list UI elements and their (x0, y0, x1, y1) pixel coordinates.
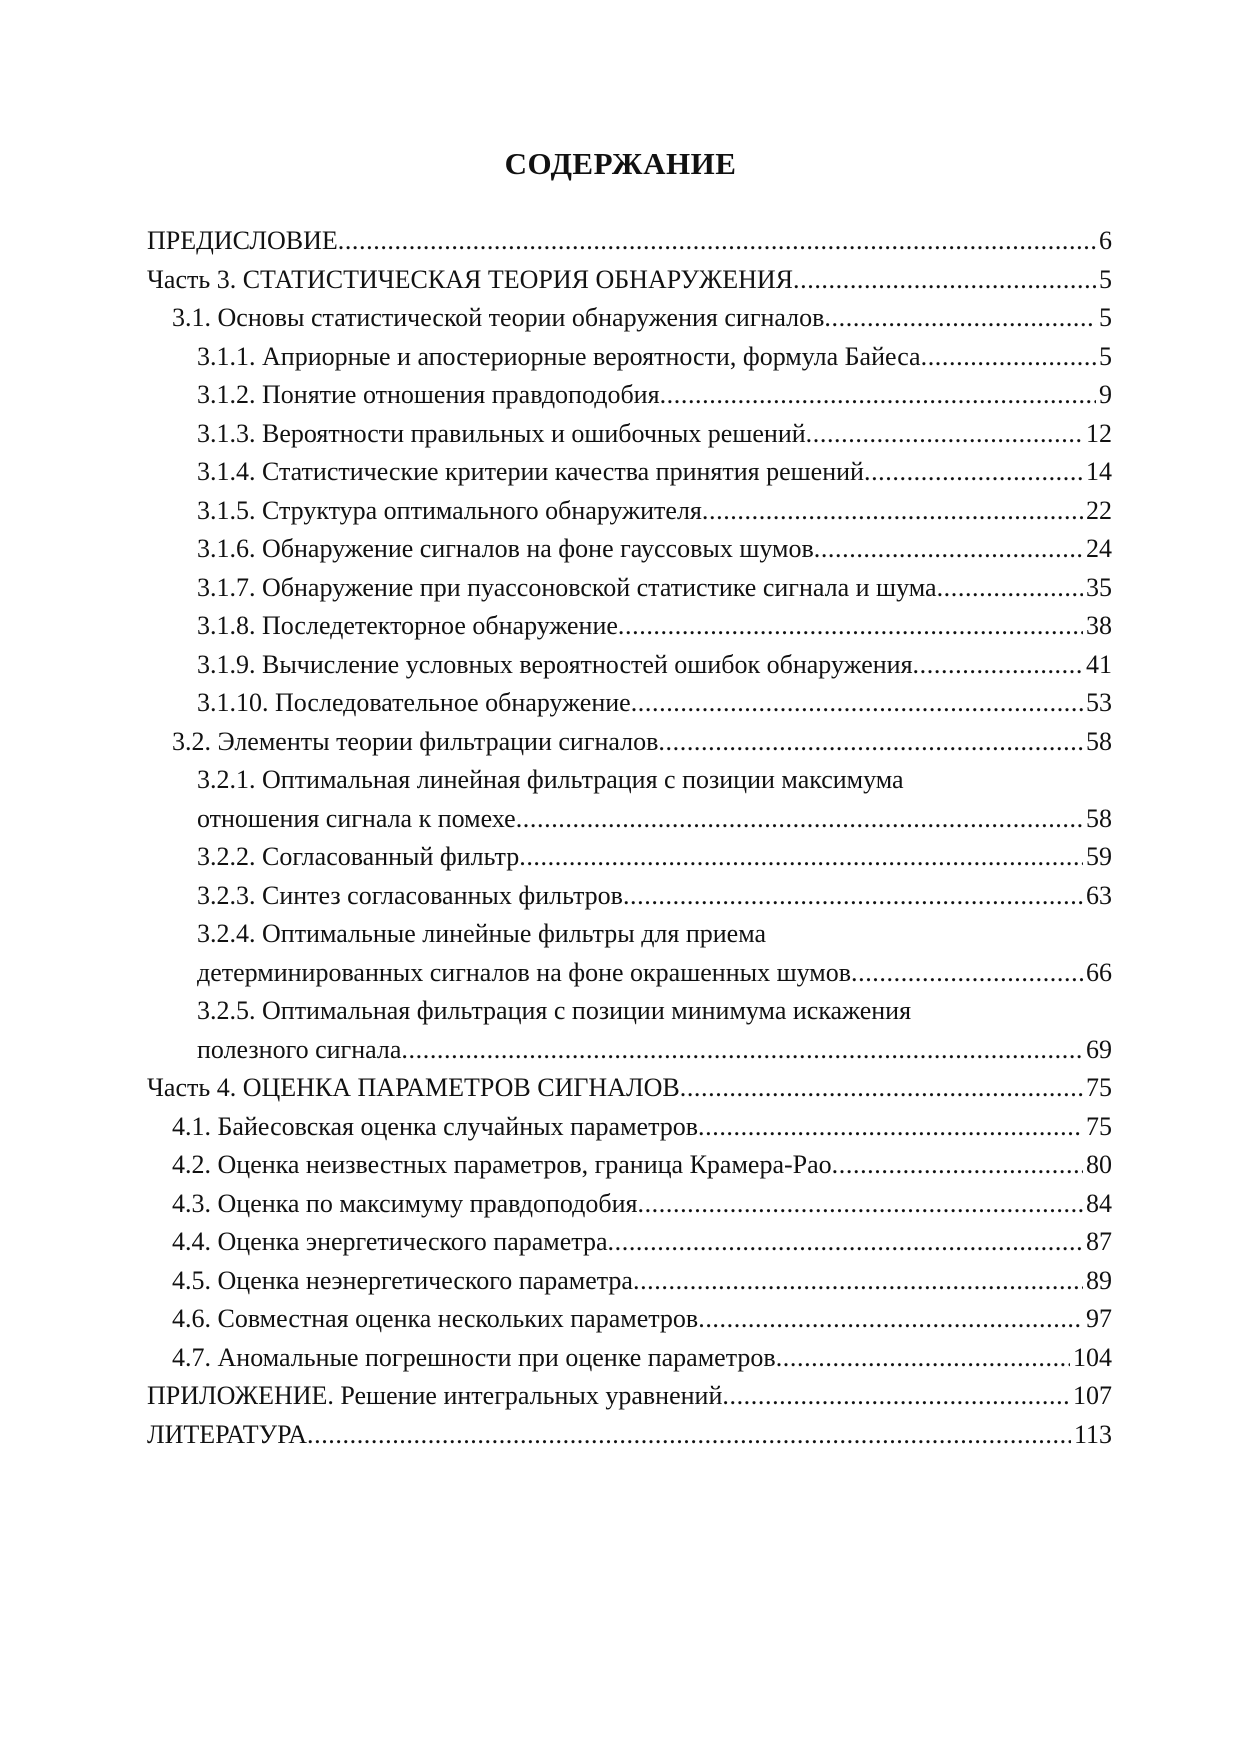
toc-entry-label: 3.1.5. Структура оптимального обнаружителя (197, 495, 702, 525)
toc-entry-label: 4.4. Оценка энергетического параметра (172, 1227, 608, 1256)
toc-page-number: 53 (1086, 688, 1112, 717)
toc-entry-row (197, 954, 1112, 993)
toc-entry-label: 4.6. Совместная оценка нескольких параметров (172, 1304, 699, 1333)
toc-entry-label: детерминированных сигналов на фоне окрашенных шумов (197, 957, 851, 987)
toc-entry[interactable] (0, 1377, 1241, 1416)
toc-entry-row (172, 1300, 1112, 1339)
dot-leader (658, 723, 1083, 762)
toc-entry-label: Часть 3. СТАТИСТИЧЕСКАЯ ТЕОРИЯ ОБНАРУЖЕНИЯ (147, 264, 794, 294)
toc-entry-label: ПРЕДИСЛОВИЕ (147, 226, 338, 255)
toc-entry-label: 3.1. Основы статистической теории обнаружения сигналов (172, 303, 825, 332)
toc-entry[interactable] (0, 723, 1241, 762)
toc-page-number: 6 (1099, 226, 1112, 255)
toc-entry[interactable] (0, 1416, 1241, 1455)
toc-entry[interactable] (0, 877, 1241, 916)
toc-entry-row (197, 646, 1112, 685)
toc-entry[interactable] (0, 261, 1241, 300)
toc-page-number: 97 (1086, 1304, 1112, 1333)
toc-entry[interactable] (0, 222, 1241, 261)
toc-page-number: 5 (1099, 264, 1112, 294)
toc-entry-row (197, 530, 1112, 569)
toc-entry-label: ПРИЛОЖЕНИЕ. Решение интегральных уравнений (147, 1381, 723, 1410)
toc-entry-row (172, 1262, 1112, 1301)
toc-entry-row (147, 1069, 1112, 1108)
dot-leader (698, 1108, 1083, 1147)
dot-leader (702, 492, 1083, 531)
dot-leader (851, 954, 1083, 993)
toc-entry[interactable] (0, 338, 1241, 377)
toc-entry[interactable] (0, 492, 1241, 531)
dot-leader (937, 569, 1083, 608)
toc-entry[interactable] (0, 1185, 1241, 1224)
toc-entry[interactable] (0, 1146, 1241, 1185)
toc-entry-row (172, 1146, 1112, 1185)
toc-page-number: 63 (1086, 880, 1112, 910)
toc-title: СОДЕРЖАНИЕ (504, 146, 737, 181)
toc-entry-row (197, 415, 1112, 454)
table-of-contents (0, 222, 1241, 1454)
dot-leader (618, 607, 1083, 646)
toc-entry[interactable] (0, 299, 1241, 338)
toc-entry-label: 3.2.2. Согласованный фильтр (197, 842, 520, 871)
toc-page-number: 104 (1073, 1342, 1112, 1372)
toc-entry-row (172, 299, 1112, 338)
toc-entry-label: 4.1. Байесовская оценка случайных параметров (172, 1111, 699, 1141)
toc-entry-row (197, 607, 1112, 646)
dot-leader (814, 530, 1083, 569)
toc-page-number: 75 (1086, 1111, 1112, 1141)
toc-entry-label-first-line: 3.2.4. Оптимальные линейные фильтры для приема (197, 919, 767, 948)
toc-entry-label: Часть 4. ОЦЕНКА ПАРАМЕТРОВ СИГНАЛОВ (147, 1073, 680, 1102)
toc-page-number: 41 (1086, 649, 1112, 679)
toc-entry-row (197, 338, 1112, 377)
toc-page-number: 24 (1086, 534, 1112, 563)
toc-entry-label: 3.1.7. Обнаружение при пуассоновской статистике сигнала и шума (197, 572, 937, 602)
toc-page-number: 84 (1086, 1188, 1112, 1218)
toc-entry-row (172, 723, 1112, 762)
toc-entry[interactable] (0, 838, 1241, 877)
dot-leader (680, 1069, 1083, 1108)
toc-entry-label-first-line: 3.2.1. Оптимальная линейная фильтрация с позиции максимума (197, 765, 904, 794)
toc-entry[interactable] (0, 915, 1241, 992)
toc-entry-label: 3.2.3. Синтез согласованных фильтров (197, 880, 623, 910)
toc-page-number: 5 (1099, 303, 1112, 332)
toc-page-number: 87 (1086, 1227, 1112, 1256)
toc-page-number: 69 (1086, 1034, 1112, 1064)
toc-entry-label: отношения сигнала к помехе (197, 803, 516, 833)
dot-leader (864, 453, 1083, 492)
toc-entry[interactable] (0, 1300, 1241, 1339)
toc-entry-row (197, 684, 1112, 723)
toc-entry-label: 3.1.3. Вероятности правильных и ошибочных решений (197, 418, 806, 448)
toc-entry[interactable] (0, 607, 1241, 646)
toc-page-number: 107 (1073, 1381, 1112, 1410)
toc-page-number: 12 (1086, 418, 1112, 448)
dot-leader (776, 1339, 1070, 1378)
toc-page-number: 113 (1073, 1419, 1112, 1449)
dot-leader (637, 1185, 1083, 1224)
toc-page-number: 5 (1099, 341, 1112, 371)
toc-entry[interactable] (0, 415, 1241, 454)
toc-entry[interactable] (0, 761, 1241, 838)
toc-entry[interactable] (0, 1223, 1241, 1262)
toc-entry[interactable] (0, 1339, 1241, 1378)
dot-leader (698, 1300, 1083, 1339)
toc-entry-row (197, 838, 1112, 877)
toc-entry[interactable] (0, 530, 1241, 569)
dot-leader (824, 299, 1096, 338)
toc-entry-row (197, 453, 1112, 492)
dot-leader (722, 1377, 1070, 1416)
toc-page-number: 38 (1086, 611, 1112, 640)
dot-leader (806, 415, 1083, 454)
toc-entry-row (197, 569, 1112, 608)
toc-entry-row (172, 1108, 1112, 1147)
dot-leader (921, 338, 1096, 377)
dot-leader (307, 1416, 1071, 1455)
toc-entry-row (197, 492, 1112, 531)
toc-page-number: 66 (1086, 957, 1112, 987)
toc-entry[interactable] (0, 1262, 1241, 1301)
toc-entry-label: 3.1.2. Понятие отношения правдоподобия (197, 380, 660, 409)
toc-page-number: 75 (1086, 1073, 1112, 1102)
toc-entry-label: ЛИТЕРАТУРА (147, 1419, 307, 1449)
dot-leader (631, 684, 1083, 723)
toc-entry[interactable] (0, 992, 1241, 1069)
dot-leader (516, 800, 1083, 839)
dot-leader (338, 222, 1096, 261)
toc-entry-label: полезного сигнала (197, 1034, 402, 1064)
dot-leader (660, 376, 1096, 415)
toc-entry-label: 3.1.1. Априорные и апостериорные вероятности, формула Байеса (197, 341, 921, 371)
toc-entry-row (197, 877, 1112, 916)
toc-entry-label: 3.2. Элементы теории фильтрации сигналов (172, 726, 659, 756)
toc-entry-row (147, 1416, 1112, 1455)
toc-page-number: 22 (1086, 495, 1112, 525)
toc-entry-row (147, 1377, 1112, 1416)
toc-entry[interactable] (0, 453, 1241, 492)
toc-entry-label-first-line: 3.2.5. Оптимальная фильтрация с позиции минимума искажения (197, 996, 912, 1025)
toc-entry[interactable] (0, 1108, 1241, 1147)
toc-entry-row (197, 800, 1112, 839)
toc-entry-label: 3.1.6. Обнаружение сигналов на фоне гауссовых шумов (197, 534, 814, 563)
toc-entry-label: 3.1.10. Последовательное обнаружение (197, 688, 631, 717)
toc-entry-label: 3.1.4. Статистические критерии качества принятия решений (197, 457, 864, 486)
toc-entry-label: 4.3. Оценка по максимуму правдоподобия (172, 1188, 638, 1218)
toc-entry-label: 3.1.9. Вычисление условных вероятностей ошибок обнаружения (197, 649, 913, 679)
toc-page-number: 35 (1086, 572, 1112, 602)
toc-page-number: 59 (1086, 842, 1112, 871)
dot-leader (401, 1031, 1083, 1070)
toc-entry-row (147, 222, 1112, 261)
toc-entry-row (172, 1185, 1112, 1224)
toc-page-number: 89 (1086, 1265, 1112, 1295)
toc-entry-label: 4.2. Оценка неизвестных параметров, граница Крамера-Рао (172, 1150, 832, 1179)
toc-entry[interactable] (0, 646, 1241, 685)
toc-page-number: 58 (1086, 726, 1112, 756)
dot-leader (608, 1223, 1083, 1262)
dot-leader (519, 838, 1083, 877)
dot-leader (633, 1262, 1083, 1301)
toc-entry-label: 3.1.8. Последетекторное обнаружение (197, 611, 618, 640)
toc-entry-label: 4.5. Оценка неэнергетического параметра (172, 1265, 633, 1295)
toc-entry[interactable] (0, 569, 1241, 608)
dot-leader (793, 261, 1096, 300)
toc-page-number: 58 (1086, 803, 1112, 833)
toc-page-number: 14 (1086, 457, 1112, 486)
dot-leader (832, 1146, 1083, 1185)
dot-leader (623, 877, 1083, 916)
toc-entry[interactable] (0, 1069, 1241, 1108)
toc-page-number: 80 (1086, 1150, 1112, 1179)
toc-entry-row (172, 1223, 1112, 1262)
toc-entry-row (147, 261, 1112, 300)
toc-entry-row (172, 1339, 1112, 1378)
toc-entry[interactable] (0, 684, 1241, 723)
toc-page-number: 9 (1099, 380, 1112, 409)
toc-entry-row (197, 376, 1112, 415)
toc-entry[interactable] (0, 376, 1241, 415)
toc-entry-row (197, 1031, 1112, 1070)
dot-leader (913, 646, 1083, 685)
toc-entry-label: 4.7. Аномальные погрешности при оценке параметров (172, 1342, 776, 1372)
